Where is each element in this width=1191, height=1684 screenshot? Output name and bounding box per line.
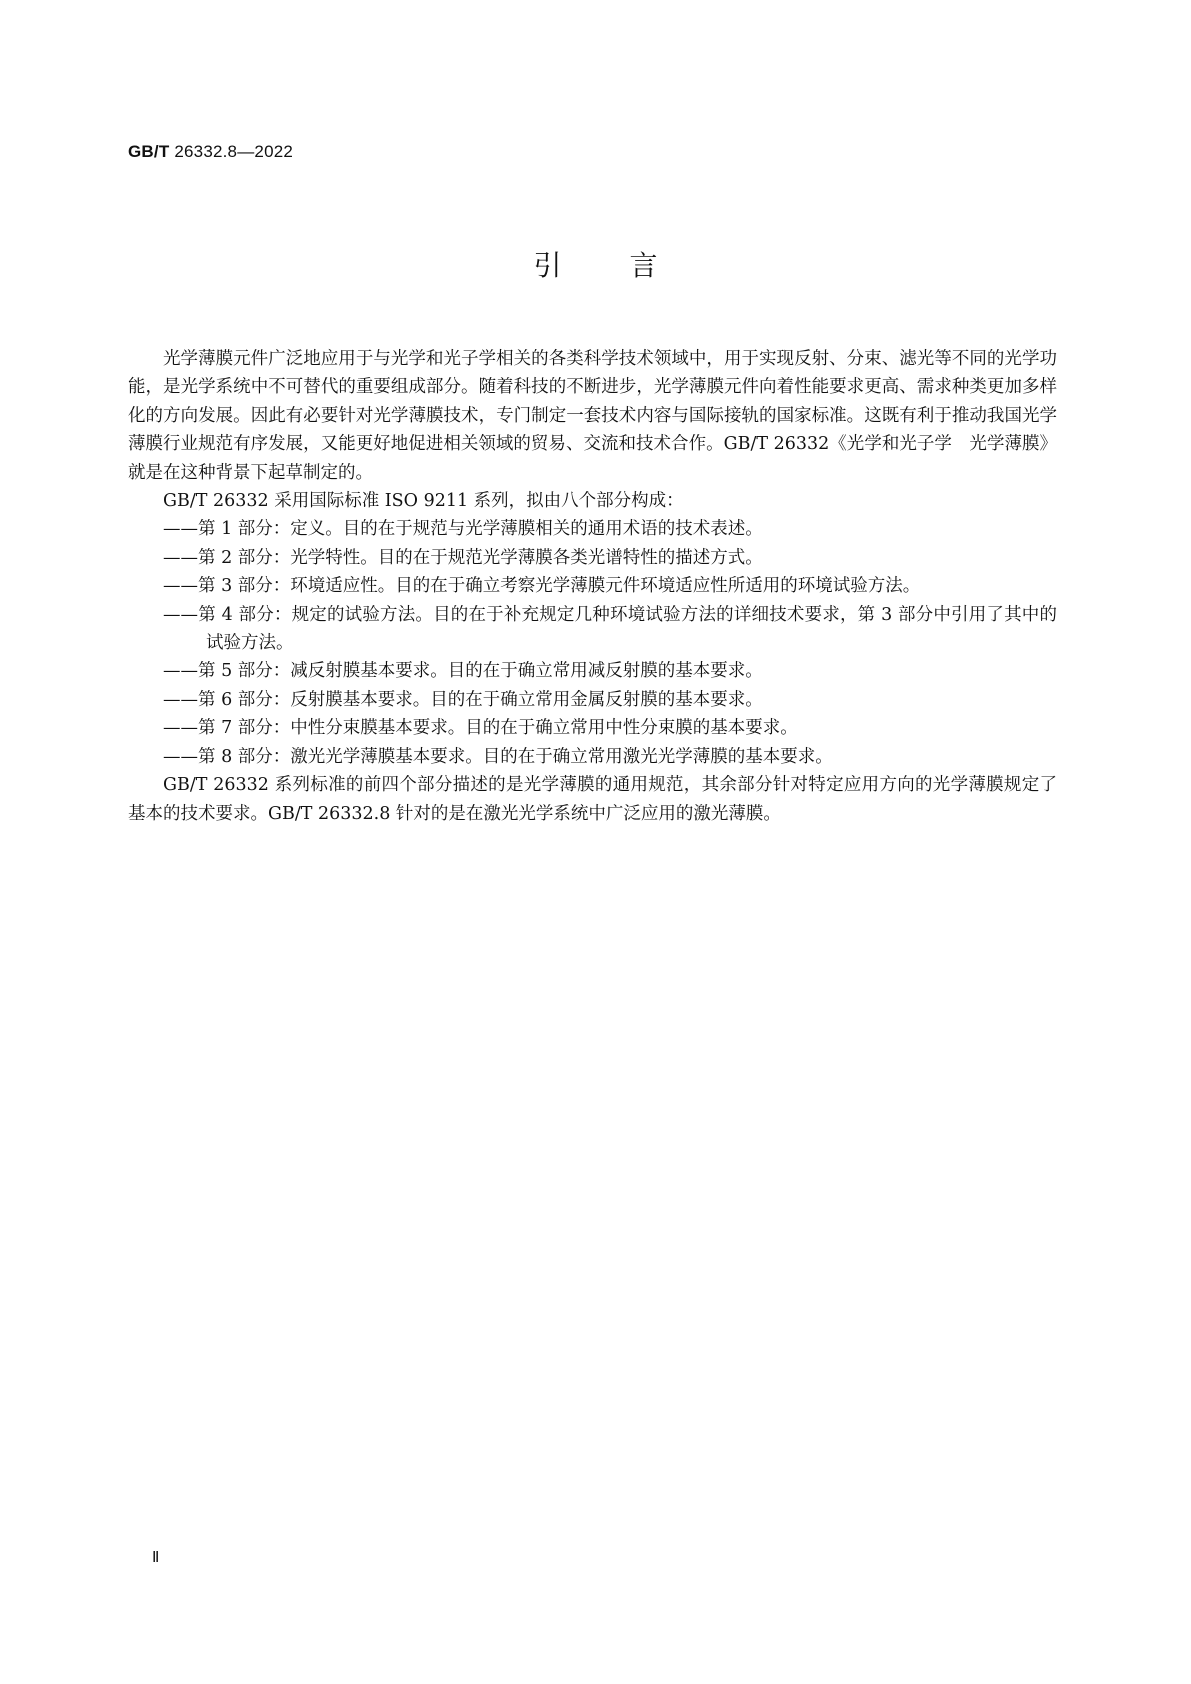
intro-paragraph: 光学薄膜元件广泛地应用于与光学和光子学相关的各类科学技术领域中，用于实现反射、分束、滤光等不同的光学功能，是光学系统中不可替代的重要组成部分。随着科技的不断进步，光学薄膜元件向着性能要求更高、需求种类更加多样化的方向发展。因此有必要针对光学薄膜技术，专门制定一套技术内容与国际接轨的国家标准。这既有利于推动我国光学薄膜行业规范有序发展，又能更好地促进相关领域的贸易、交流和技术合作。GB/T 26332《光学和光子学 光学薄膜》就是在这种背景下起草制定的。 [128, 349, 1057, 483]
part-list-item: ——第 5 部分：减反射膜基本要求。目的在于确立常用减反射膜的基本要求。 [163, 661, 763, 682]
standard-code [128, 142, 293, 162]
part-list-item: ——第 4 部分：规定的试验方法。目的在于补充规定几种环境试验方法的详细技术要求，第 3 部分中引用了其中的试验方法。 [163, 604, 1057, 654]
part-list-item: ——第 6 部分：反射膜基本要求。目的在于确立常用金属反射膜的基本要求。 [163, 689, 763, 710]
part-list-item: ——第 2 部分：光学特性。目的在于规范光学薄膜各类光谱特性的描述方式。 [163, 547, 763, 568]
part-list-item: ——第 1 部分：定义。目的在于规范与光学薄膜相关的通用术语的技术表述。 [163, 519, 763, 540]
title-char-1: 引 [533, 249, 562, 282]
part-list-item: ——第 7 部分：中性分束膜基本要求。目的在于确立常用中性分束膜的基本要求。 [163, 718, 798, 739]
page-number: Ⅱ [152, 1550, 160, 1566]
page-title [0, 244, 1191, 284]
part-list-item: ——第 3 部分：环境适应性。目的在于确立考察光学薄膜元件环境适应性所适用的环境试验方法。 [163, 576, 921, 597]
composition-paragraph: GB/T 26332 采用国际标准 ISO 9211 系列，拟由八个部分构成： [163, 491, 684, 512]
part-list-item: ——第 8 部分：激光光学薄膜基本要求。目的在于确立常用激光光学薄膜的基本要求。 [163, 746, 833, 767]
title-char-2: 言 [629, 249, 658, 282]
document-body [128, 345, 1057, 828]
standard-number: 26332.8—2022 [174, 142, 294, 161]
summary-paragraph: GB/T 26332 系列标准的前四个部分描述的是光学薄膜的通用规范，其余部分针对特定应用方向的光学薄膜规定了基本的技术要求。GB/T 26332.8 针对的是在激光光学系统中广泛应用的激光薄膜。 [128, 775, 1057, 824]
standard-prefix: GB/T [128, 142, 170, 161]
